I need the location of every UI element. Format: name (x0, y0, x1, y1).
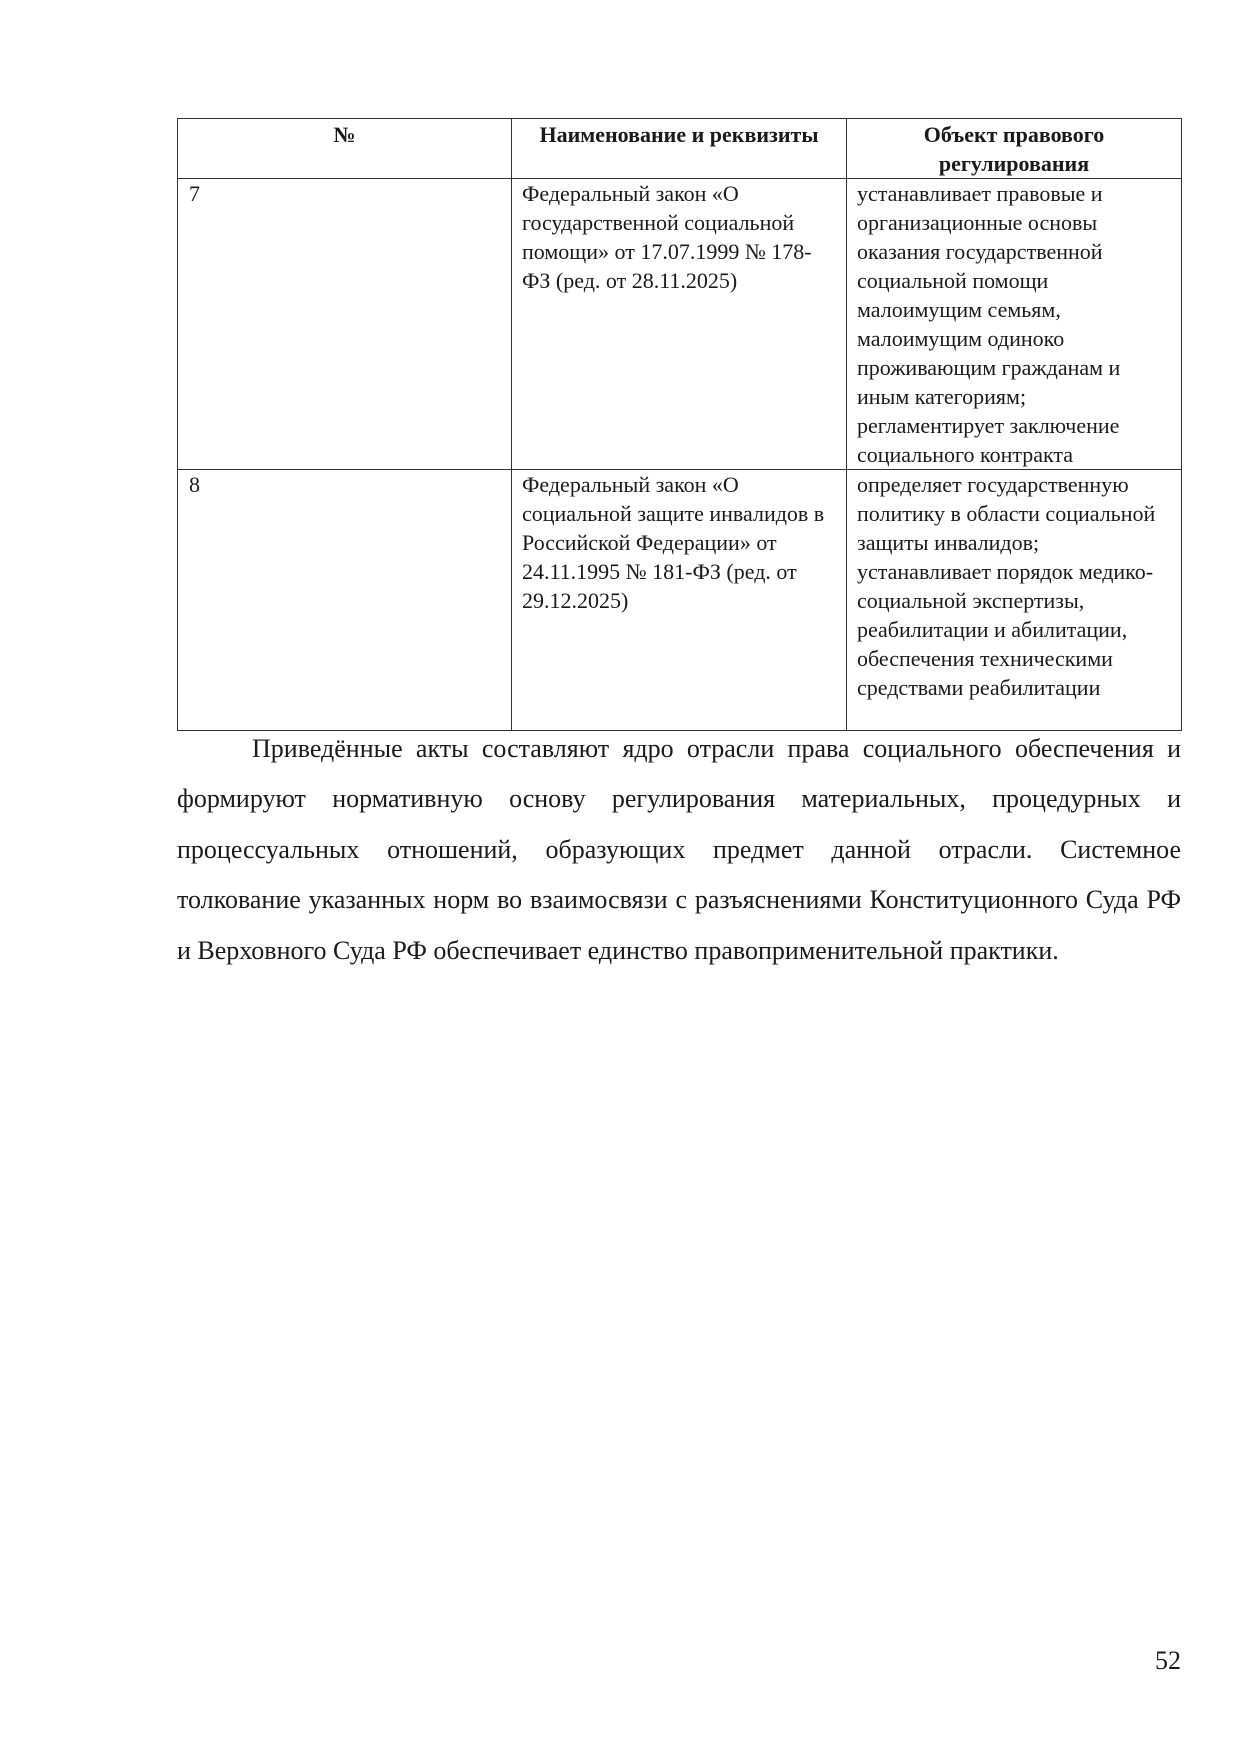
header-regulation-object: Объект правового регулирования (847, 119, 1182, 179)
body-paragraph: Приведённые акты составляют ядро отрасли права социального обеспечения и формируют нормативную основу регулирования материальных, процедурных и процессуальных отношений, образующих предмет данной отрасли. Системное толкование указанных норм во взаимосвязи с разъяснениями Конституционного Суда РФ и Верховного Суда РФ обеспечивает единство правоприменительной практики. (177, 734, 1181, 965)
row-number: 8 (178, 470, 512, 731)
row-act-name: Федеральный закон «О социальной защите инвалидов в Российской Федерации» от 24.11.1995 № 181-ФЗ (ред. от 29.12.2025) (512, 470, 847, 731)
table-header-row (178, 119, 1182, 179)
header-name-and-details: Наименование и реквизиты (512, 119, 847, 179)
table-row (178, 179, 1182, 470)
table-row (178, 470, 1182, 731)
row-number: 7 (178, 179, 512, 470)
row-regulation-object: определяет государственную политику в области социальной защиты инвалидов; устанавливает порядок медико-социальной экспертизы, реабилитации и абилитации, обеспечения техническими средствами реабилитации (847, 470, 1182, 731)
page-number: 52 (1155, 1646, 1181, 1675)
row-regulation-object: устанавливает правовые и организационные основы оказания государственной социальной помощи малоимущим семьям, малоимущим одиноко проживающим гражданам и иным категориям; регламентирует заключение социального контракта (847, 179, 1182, 470)
row-act-name: Федеральный закон «О государственной социальной помощи» от 17.07.1999 № 178-ФЗ (ред. от 28.11.2025) (512, 179, 847, 470)
header-number: № (178, 119, 512, 179)
legal-acts-table (177, 118, 1182, 731)
